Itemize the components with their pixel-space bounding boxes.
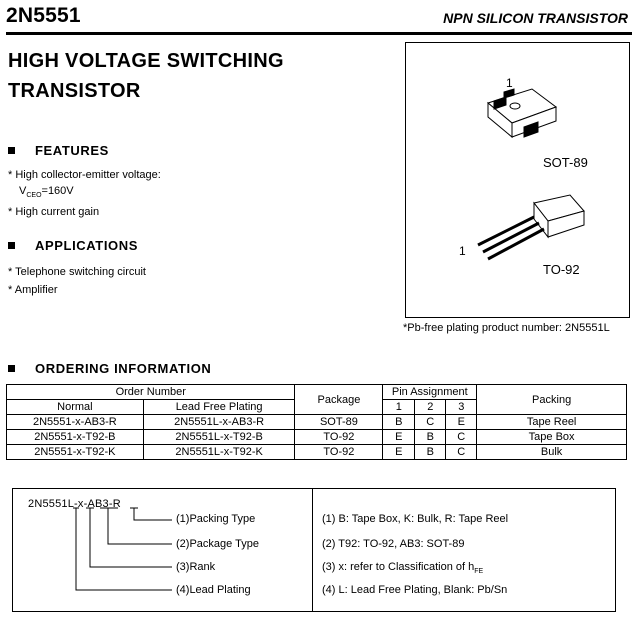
- packing-type-note: (1) B: Tape Box, K: Bulk, R: Tape Reel: [322, 513, 509, 525]
- feature-item: * High collector-emitter voltage:: [8, 169, 161, 181]
- pin3-cell: C: [446, 445, 477, 460]
- main-title: [8, 46, 284, 106]
- application-item: * Telephone switching circuit: [8, 266, 146, 278]
- packing-cell: Tape Reel: [477, 415, 627, 430]
- main-title-line2: TRANSISTOR: [8, 80, 141, 102]
- application-item: * Amplifier: [8, 284, 58, 296]
- pin3-cell: E: [446, 415, 477, 430]
- normal-cell: 2N5551-x-T92-B: [7, 430, 144, 445]
- features-heading-text: FEATURES: [35, 143, 109, 158]
- pb-free-note: *Pb-free plating product number: 2N5551L: [403, 322, 610, 334]
- normal-cell: 2N5551-x-T92-K: [7, 445, 144, 460]
- packing-type-label: (1)Packing Type: [176, 513, 256, 525]
- pin-assignment-header: Pin Assignment: [383, 385, 477, 400]
- to92-label: TO-92: [543, 262, 580, 277]
- lead-free-cell: 2N5551L-x-T92-K: [143, 445, 295, 460]
- vceo-value: =160V: [41, 185, 74, 197]
- packing-header: Packing: [477, 385, 627, 415]
- package-drawings-box: [405, 42, 630, 318]
- pin1-cell: E: [383, 430, 415, 445]
- package-type-note: (2) T92: TO-92, AB3: SOT-89: [322, 538, 465, 550]
- pin1-cell: E: [383, 445, 415, 460]
- lead-plating-label: (4)Lead Plating: [176, 584, 251, 596]
- packing-cell: Tape Box: [477, 430, 627, 445]
- pin2-cell: B: [415, 430, 446, 445]
- hfe-subscript: FE: [474, 568, 484, 576]
- package-type-label: (2)Package Type: [176, 538, 259, 550]
- pin2-cell: C: [415, 415, 446, 430]
- part-code-leader-lines: [12, 488, 312, 612]
- normal-cell: 2N5551-x-AB3-R: [7, 415, 144, 430]
- rank-note: [322, 561, 483, 575]
- pin2-cell: B: [415, 445, 446, 460]
- package-cell: TO-92: [295, 445, 383, 460]
- features-list: [8, 167, 161, 220]
- part-code-divider: [312, 488, 313, 612]
- lead-free-cell: 2N5551L-x-T92-B: [143, 430, 295, 445]
- packing-cell: Bulk: [477, 445, 627, 460]
- lead-free-header: Lead Free Plating: [143, 400, 295, 415]
- ordering-heading-text: ORDERING INFORMATION: [35, 361, 212, 376]
- order-number-header: Order Number: [7, 385, 295, 400]
- pin1-header: 1: [383, 400, 415, 415]
- normal-header: Normal: [7, 400, 144, 415]
- applications-list: [8, 264, 146, 298]
- vceo-symbol: V: [19, 185, 27, 197]
- to92-pin-label: 1: [459, 244, 466, 258]
- lead-plating-note: (4) L: Lead Free Plating, Blank: Pb/Sn: [322, 584, 508, 596]
- sot89-package-icon: [488, 89, 556, 137]
- rank-note-text: (3) x: refer to Classification of h: [322, 561, 475, 573]
- lead-free-cell: 2N5551L-x-AB3-R: [143, 415, 295, 430]
- pin3-cell: C: [446, 430, 477, 445]
- package-cell: SOT-89: [295, 415, 383, 430]
- square-bullet-icon: [8, 147, 15, 154]
- sot89-pin-label: 1: [506, 76, 513, 90]
- device-type-subtitle: NPN SILICON TRANSISTOR: [443, 10, 628, 26]
- main-title-line1: HIGH VOLTAGE SWITCHING: [8, 50, 284, 72]
- part-number: 2N5551: [6, 4, 81, 27]
- square-bullet-icon: [8, 242, 15, 249]
- feature-sub-item: [8, 183, 161, 204]
- to92-package-icon: [478, 195, 584, 259]
- pin1-cell: B: [383, 415, 415, 430]
- features-heading: [8, 143, 109, 158]
- sot89-label: SOT-89: [543, 155, 588, 170]
- package-cell: TO-92: [295, 430, 383, 445]
- header-rule: [6, 32, 632, 35]
- ordering-heading: [8, 361, 211, 376]
- rank-label: (3)Rank: [176, 561, 216, 573]
- table-row: [7, 445, 627, 460]
- table-row: [7, 430, 627, 445]
- ordering-table: [6, 384, 627, 460]
- vceo-subscript: CEO: [26, 192, 42, 200]
- pin2-header: 2: [415, 400, 446, 415]
- pin3-header: 3: [446, 400, 477, 415]
- applications-heading: [8, 238, 138, 253]
- table-row: [7, 415, 627, 430]
- square-bullet-icon: [8, 365, 15, 372]
- package-drawings: [406, 43, 629, 317]
- package-header: Package: [295, 385, 383, 415]
- part-code: 2N5551L-x-AB3-R: [28, 498, 121, 510]
- applications-heading-text: APPLICATIONS: [35, 238, 139, 253]
- feature-item: * High current gain: [8, 206, 100, 219]
- table-header-row: [7, 385, 627, 400]
